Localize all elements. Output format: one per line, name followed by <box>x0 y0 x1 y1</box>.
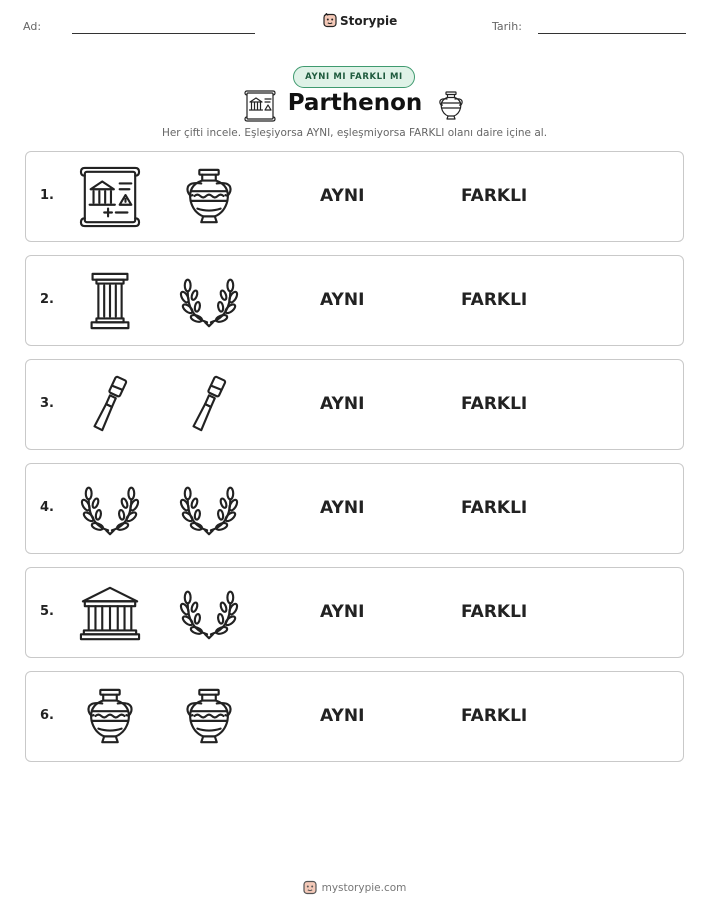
blueprint-icon <box>79 166 141 228</box>
option-same[interactable]: AYNI <box>320 394 365 414</box>
option-different[interactable]: FARKLI <box>461 498 528 518</box>
question-row-4 <box>25 463 684 554</box>
laurel-wreath-icon <box>178 478 240 540</box>
laurel-wreath-icon <box>178 582 240 644</box>
footer-url[interactable]: mystorypie.com <box>321 881 407 894</box>
page-title: Parthenon <box>287 90 423 116</box>
option-different[interactable]: FARKLI <box>461 394 528 414</box>
option-different[interactable]: FARKLI <box>461 706 528 726</box>
instructions: Her çifti incele. Eşleşiyorsa AYNI, eşleşmiyorsa FARKLI olanı daire içine al. <box>161 127 548 139</box>
question-row-5 <box>25 567 684 658</box>
question-number: 1. <box>40 188 54 203</box>
option-same[interactable]: AYNI <box>320 706 365 726</box>
chisel-icon <box>178 374 240 436</box>
question-number: 4. <box>40 500 54 515</box>
amphora-icon <box>435 90 467 122</box>
option-different[interactable]: FARKLI <box>461 602 528 622</box>
laurel-wreath-icon <box>79 478 141 540</box>
activity-badge: AYNI MI FARKLI MI <box>293 66 415 88</box>
laurel-wreath-icon <box>178 270 240 332</box>
question-number: 3. <box>40 396 54 411</box>
option-same[interactable]: AYNI <box>320 186 365 206</box>
question-number: 2. <box>40 292 54 307</box>
option-different[interactable]: FARKLI <box>461 186 528 206</box>
name-line[interactable] <box>72 33 255 34</box>
storypie-mascot-icon <box>323 13 337 28</box>
question-row-3 <box>25 359 684 450</box>
footer <box>0 880 709 895</box>
temple-icon <box>79 582 141 644</box>
question-row-6 <box>25 671 684 762</box>
question-row-2 <box>25 255 684 346</box>
name-label: Ad: <box>23 20 42 33</box>
column-icon <box>79 270 141 332</box>
storypie-mascot-icon <box>303 880 317 895</box>
brand-logo <box>323 13 397 28</box>
date-line[interactable] <box>538 33 686 34</box>
option-different[interactable]: FARKLI <box>461 290 528 310</box>
question-number: 6. <box>40 708 54 723</box>
amphora-icon <box>178 166 240 228</box>
chisel-icon <box>79 374 141 436</box>
amphora-icon <box>178 686 240 748</box>
date-label: Tarih: <box>492 20 522 33</box>
brand-name: Storypie <box>340 13 398 28</box>
amphora-icon <box>79 686 141 748</box>
option-same[interactable]: AYNI <box>320 602 365 622</box>
question-number: 5. <box>40 604 54 619</box>
option-same[interactable]: AYNI <box>320 498 365 518</box>
question-row-1 <box>25 151 684 242</box>
option-same[interactable]: AYNI <box>320 290 365 310</box>
